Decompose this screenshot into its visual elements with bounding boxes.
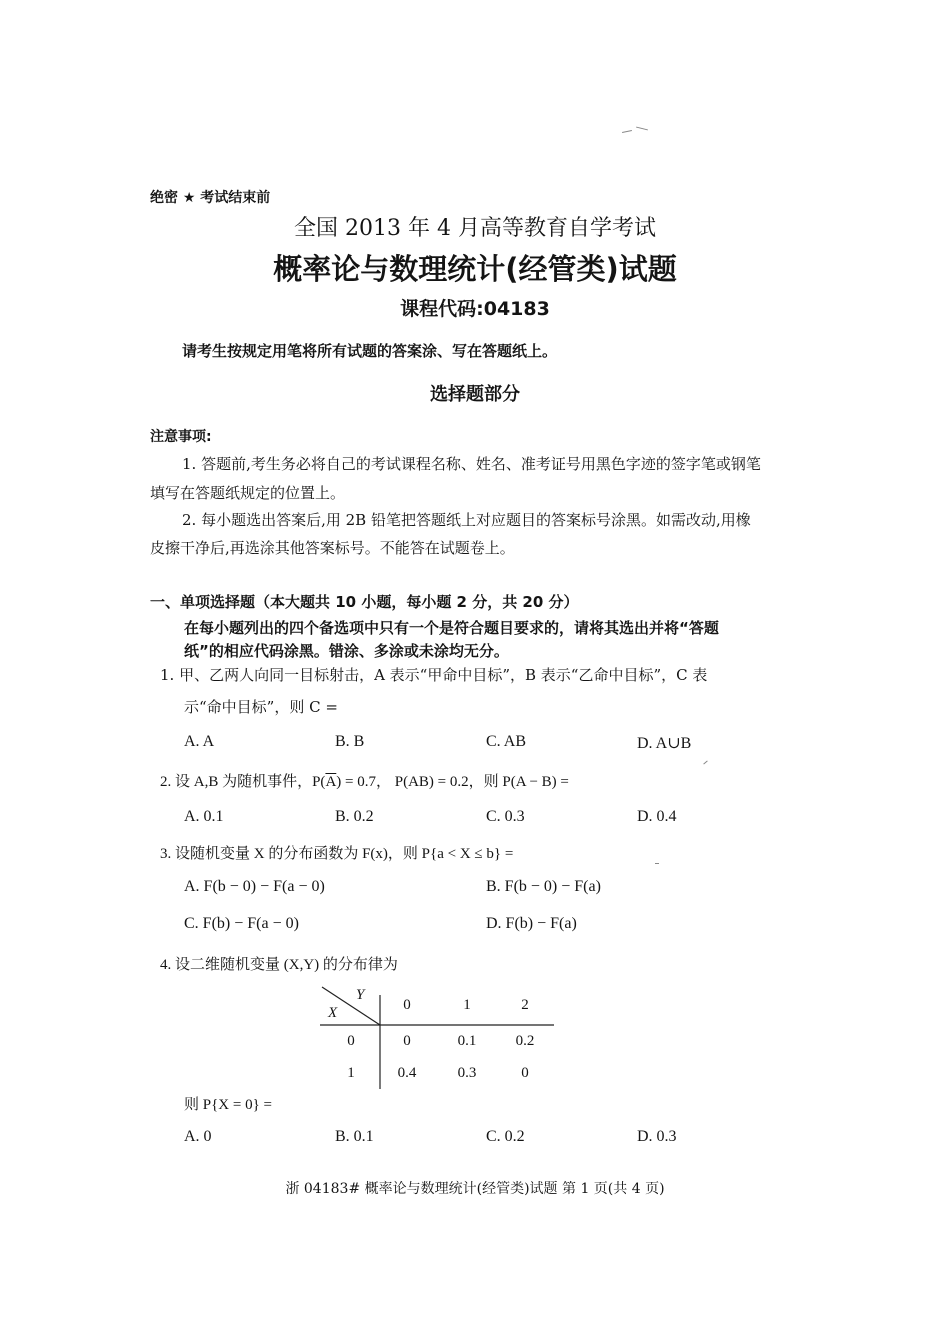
q2-option-b: B. 0.2 xyxy=(335,808,374,825)
exam-name: 全国 2013 年 4 月高等教育自学考试 xyxy=(294,216,656,241)
table-corner-x: X xyxy=(328,1005,338,1021)
q2-option-d: D. 0.4 xyxy=(637,808,677,825)
table-cell: 0.2 xyxy=(515,1033,535,1049)
note-1-line-2: 填写在答题纸规定的位置上。 xyxy=(150,484,346,502)
q2-part2: P(AB) = 0.2，则 P(A − B) = xyxy=(394,774,569,790)
note-2-line-1: 2. 每小题选出答案后,用 2B 铅笔把答题纸上对应题目的答案标号涂黑。如需改动,用橡 xyxy=(182,511,751,529)
secret-label: 绝密 ★ 考试结束前 xyxy=(150,190,271,206)
table-corner-y: Y xyxy=(356,987,365,1003)
q3-option-d: D. F(b) − F(a) xyxy=(486,915,577,932)
note-2-line-2: 皮擦干净后,再选涂其他答案标号。不能答在试题卷上。 xyxy=(150,539,515,557)
part-1-desc-line-2: 纸”的相应代码涂黑。错涂、多涂或未涂均无分。 xyxy=(184,642,509,660)
q2-option-a: A. 0.1 xyxy=(184,808,224,825)
page-footer: 浙 04183# 概率论与数理统计(经管类)试题 第 1 页(共 4 页) xyxy=(285,1181,665,1197)
q1-option-a: A. A xyxy=(184,733,215,750)
scan-mark xyxy=(622,130,632,133)
table-col-header: 0 xyxy=(403,997,411,1013)
q2-complement-a: $\overline{A}$ xyxy=(325,774,337,790)
q2-prefix: 2. 设 A,B 为随机事件， xyxy=(160,774,313,790)
q1-stem-line-2: 示“命中目标”，则 C = xyxy=(184,698,338,716)
q4-stem: 4. 设二维随机变量 (X,Y) 的分布律为 xyxy=(160,957,398,973)
note-1-line-1: 1. 答题前,考生务必将自己的考试课程名称、姓名、准考证号用黑色字迹的签字笔或钢笔 xyxy=(182,455,761,473)
course-code: 课程代码:04183 xyxy=(400,298,550,320)
q3-stem: 3. 设随机变量 X 的分布函数为 F(x)，则 P{a < X ≤ b} = xyxy=(160,846,514,862)
q2-part1-post: ) = 0.7， xyxy=(336,774,391,790)
section-title: 选择题部分 xyxy=(430,384,520,405)
table-cell: 0 xyxy=(521,1065,529,1081)
q2-stem xyxy=(160,770,569,791)
table-col-header: 1 xyxy=(463,997,471,1013)
q1-option-d: D. A∪B xyxy=(637,735,692,752)
part-1-heading: 一、单项选择题（本大题共 10 小题，每小题 2 分，共 20 分） xyxy=(150,593,579,611)
part-1-desc-line-1: 在每小题列出的四个备选项中只有一个是符合题目要求的，请将其选出并将“答题 xyxy=(184,619,719,637)
scan-mark xyxy=(655,863,659,864)
q3-option-c: C. F(b) − F(a − 0) xyxy=(184,915,299,932)
table-col-header: 2 xyxy=(521,997,529,1013)
q4-option-c: C. 0.2 xyxy=(486,1128,525,1145)
table-cell: 0.1 xyxy=(457,1033,477,1049)
table-cell: 0.4 xyxy=(397,1065,417,1081)
q4-option-b: B. 0.1 xyxy=(335,1128,374,1145)
instruction: 请考生按规定用笔将所有试题的答案涂、写在答题纸上。 xyxy=(182,342,558,360)
q2-option-c: C. 0.3 xyxy=(486,808,525,825)
q4-option-a: A. 0 xyxy=(184,1128,212,1145)
distribution-table xyxy=(320,985,560,1095)
q4-option-d: D. 0.3 xyxy=(637,1128,677,1145)
table-row-header: 1 xyxy=(347,1065,355,1081)
q4-then: 则 P{X = 0} = xyxy=(184,1097,272,1113)
q1-option-c: C. AB xyxy=(486,733,527,750)
table-cell: 0 xyxy=(403,1033,411,1049)
scan-mark xyxy=(636,127,648,131)
scan-mark xyxy=(703,761,707,765)
page-title: 概率论与数理统计(经管类)试题 xyxy=(273,252,677,286)
q2-part1-pre: P( xyxy=(312,774,326,790)
q1-option-b: B. B xyxy=(335,733,365,750)
q3-option-a: A. F(b − 0) − F(a − 0) xyxy=(184,878,325,895)
table-cell: 0.3 xyxy=(457,1065,477,1081)
q3-option-b: B. F(b − 0) − F(a) xyxy=(486,878,601,895)
table-row-header: 0 xyxy=(347,1033,355,1049)
notes-heading: 注意事项: xyxy=(150,429,212,445)
q1-stem-line-1: 1. 甲、乙两人向同一目标射击，A 表示“甲命中目标”，B 表示“乙命中目标”，C 表 xyxy=(160,666,708,684)
